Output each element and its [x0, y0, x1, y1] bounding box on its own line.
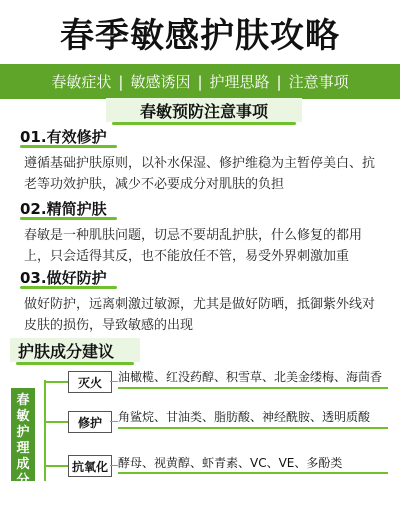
ingredient-tag-repair: 修护	[68, 411, 112, 433]
nav-item-causes[interactable]: 敏感诱因	[130, 73, 191, 91]
nav-item-care[interactable]: 护理思路	[209, 73, 270, 91]
heading-underline	[20, 286, 117, 289]
item-heading-text: 02.精简护肤	[20, 199, 107, 218]
nav-separator: |	[276, 72, 282, 91]
item-text-repair: 遵循基础护肤原则，以补水保湿、修护维稳为主暂停美白、抗老等功效护肤，减少不必要成分对肌肤的负担	[24, 156, 376, 192]
item-text-protect: 做好防护，远离刺激过敏源，尤其是做好防晒，抵御紫外线对皮肤的损伤，导致敏感的出现	[24, 297, 376, 333]
tag-connector	[110, 465, 118, 466]
topic-nav	[0, 64, 400, 99]
ingredient-underline	[118, 387, 388, 389]
item-heading-text: 01.有效修护	[20, 127, 107, 146]
section-heading-text: 春敏预防注意事项	[139, 101, 268, 121]
tree-branch	[44, 465, 68, 467]
tag-connector	[110, 381, 118, 382]
nav-separator: |	[118, 72, 124, 91]
ingredient-list-antioxidant: 酵母、视黄醇、虾青素、VC、VE、多酚类	[118, 456, 343, 470]
item-heading-simplify	[20, 196, 107, 220]
tree-branch	[44, 421, 68, 423]
item-text-simplify: 春敏是一种肌肤问题，切忌不要胡乱护肤，什么修复的都用上，只会适得其反，也不能放任不管，易受外界刺激加重	[24, 228, 363, 264]
ingredient-underline	[118, 427, 388, 429]
section-underline	[16, 362, 134, 365]
section-underline	[112, 122, 296, 125]
nav-item-notes[interactable]: 注意事项	[288, 73, 349, 91]
heading-underline	[20, 217, 117, 220]
section-heading-text: 护肤成分建议	[18, 341, 115, 361]
item-heading-protect	[20, 265, 107, 289]
side-label: 春敏护理成分建	[11, 388, 35, 481]
tag-connector	[110, 421, 118, 422]
section-heading-ingredients	[10, 338, 140, 362]
page-title: 春季敏感护肤攻略	[0, 0, 400, 64]
nav-item-symptoms[interactable]: 春敏症状	[51, 73, 112, 91]
item-heading-repair	[20, 124, 107, 148]
section-heading-prevention	[106, 98, 302, 122]
ingredient-tag-soothe: 灭火	[68, 371, 112, 393]
ingredient-list-repair: 角鲨烷、甘油类、脂肪酸、神经酰胺、透明质酸	[118, 410, 371, 424]
ingredient-underline	[118, 472, 388, 474]
ingredient-list-soothe: 油橄榄、红没药醇、积雪草、北美金缕梅、海茴香	[118, 370, 383, 384]
nav-separator: |	[197, 72, 203, 91]
ingredient-tag-antioxidant: 抗氧化	[68, 455, 112, 477]
tree-branch	[44, 381, 68, 383]
item-heading-text: 03.做好防护	[20, 268, 107, 287]
heading-underline	[20, 145, 117, 148]
